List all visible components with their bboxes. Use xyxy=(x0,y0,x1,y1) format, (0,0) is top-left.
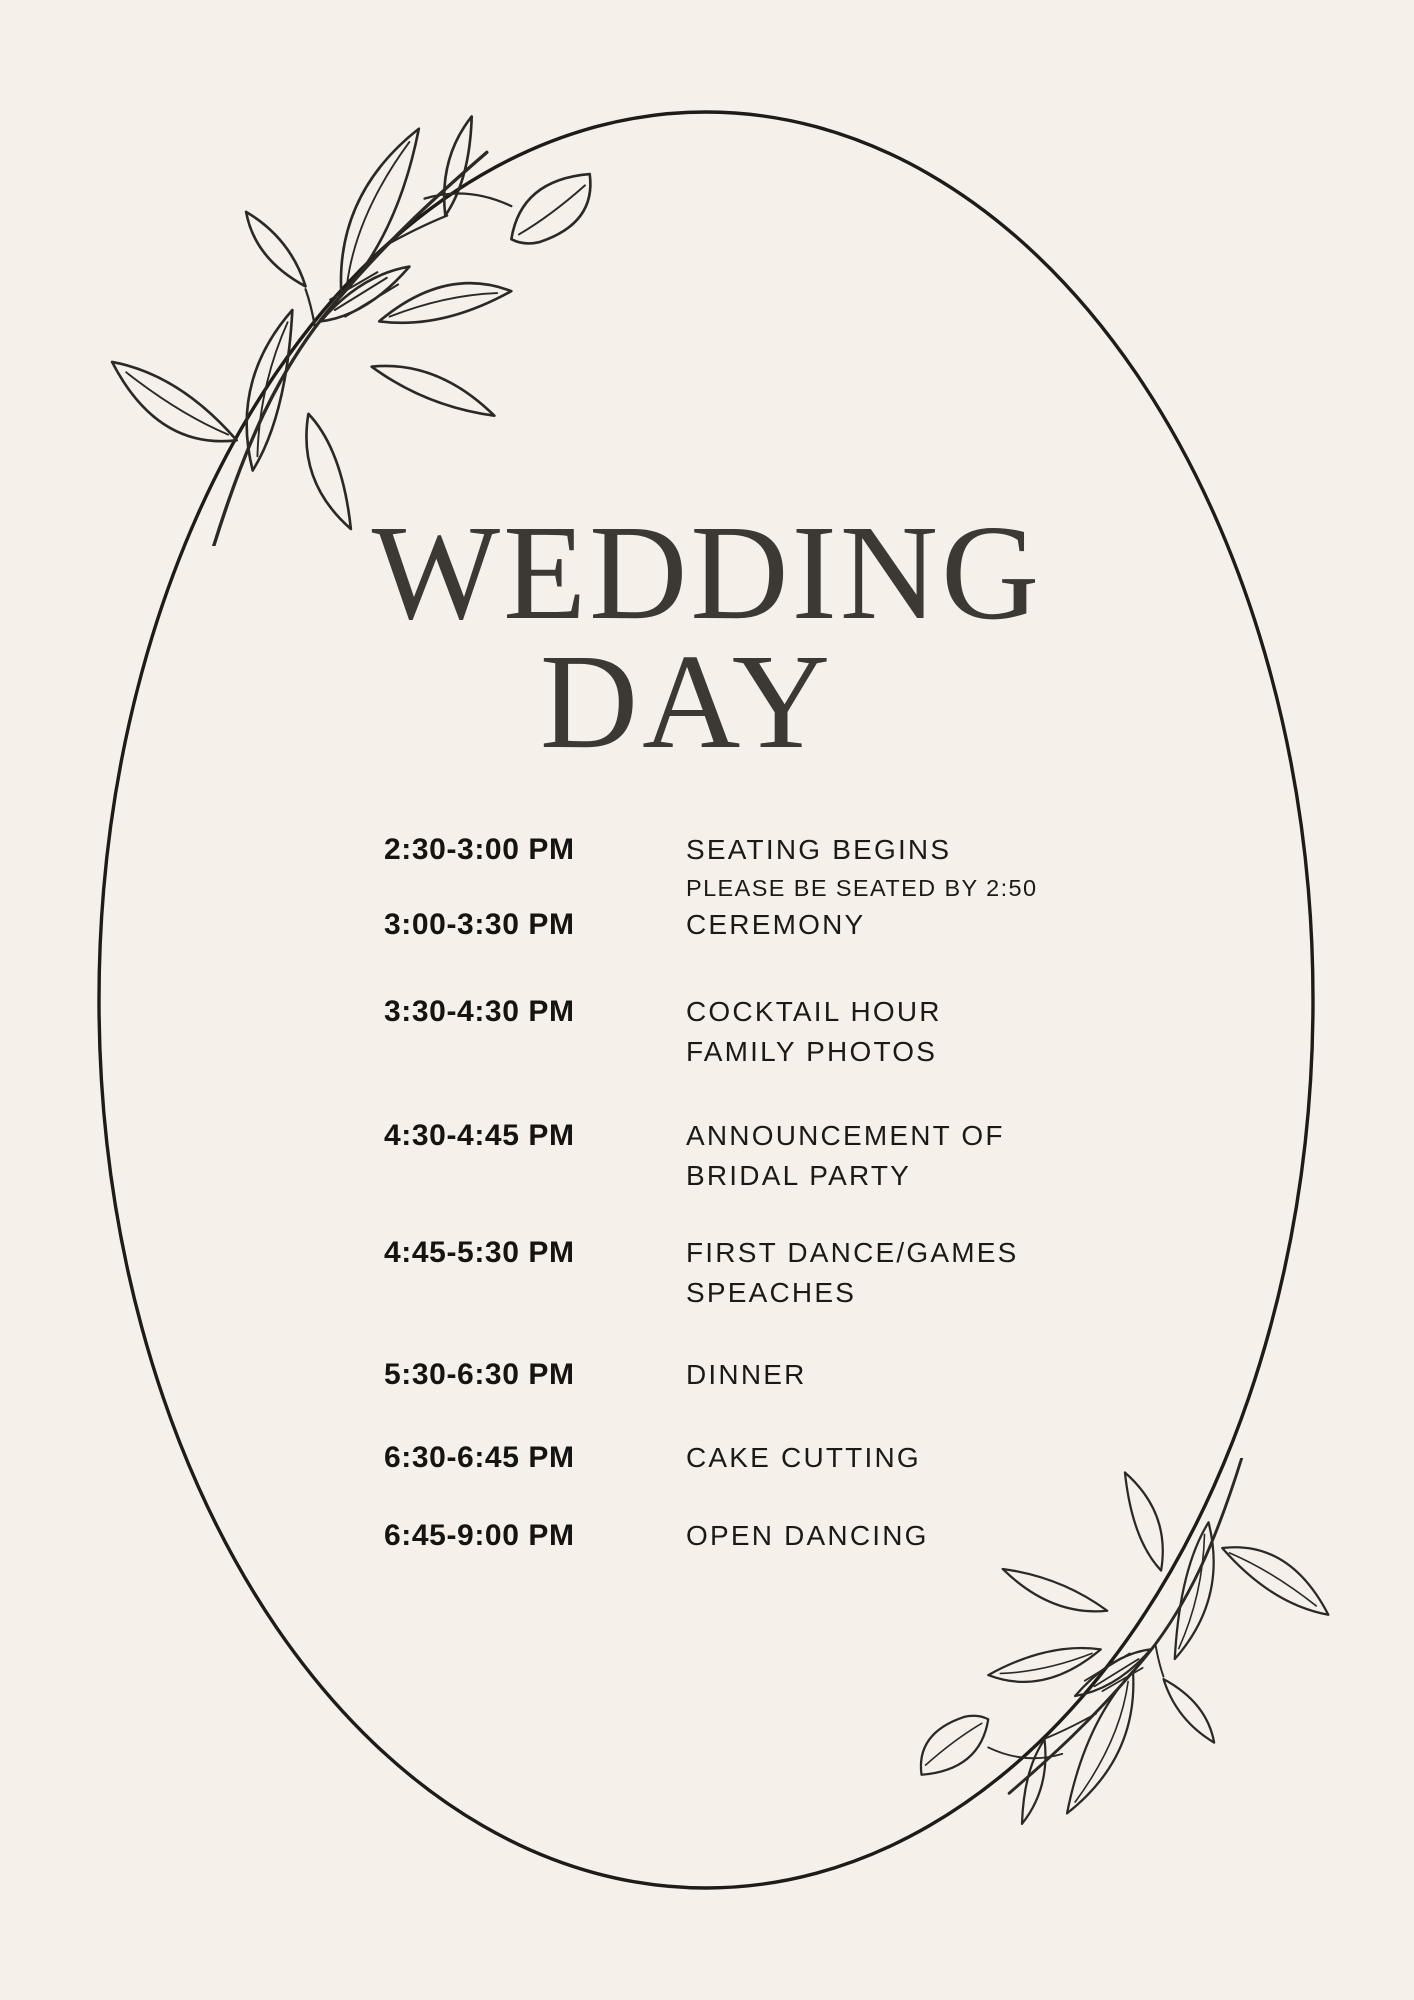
event-description xyxy=(686,1116,1005,1196)
event-time: 6:45-9:00 PM xyxy=(384,1519,575,1552)
event-description xyxy=(686,905,865,945)
schedule-row xyxy=(384,1355,807,1395)
event-note: PLEASE BE SEATED BY 2:50 xyxy=(686,875,1038,901)
event-time: 2:30-3:00 PM xyxy=(384,833,575,866)
schedule-row xyxy=(384,1233,1018,1313)
schedule-row xyxy=(384,992,942,1072)
schedule-row xyxy=(384,1116,1005,1196)
branch-leaves-bottom-right-icon xyxy=(908,1458,1374,1860)
event-description xyxy=(686,1355,807,1395)
event-name: OPEN DANCING xyxy=(686,1520,929,1551)
schedule-row xyxy=(384,1438,921,1478)
event-time: 5:30-6:30 PM xyxy=(384,1358,575,1391)
event-description xyxy=(686,992,942,1072)
event-name: FIRST DANCE/GAMES xyxy=(686,1237,1019,1268)
event-name: CEREMONY xyxy=(686,909,866,940)
event-name: CAKE CUTTING xyxy=(686,1442,921,1473)
event-name: DINNER xyxy=(686,1359,807,1390)
event-name: ANNOUNCEMENT OF xyxy=(686,1120,1005,1151)
event-description xyxy=(686,1438,921,1478)
event-description xyxy=(686,1233,1018,1313)
event-time: 4:30-4:45 PM xyxy=(384,1119,575,1152)
branch-leaves-top-left-icon xyxy=(58,74,606,546)
schedule-row xyxy=(384,830,1037,907)
event-description xyxy=(686,1516,929,1556)
schedule-row xyxy=(384,1516,929,1556)
event-description xyxy=(686,830,1037,907)
event-name-line2: FAMILY PHOTOS xyxy=(686,1036,938,1067)
schedule-row xyxy=(384,905,865,945)
event-name: SEATING BEGINS xyxy=(686,834,952,865)
event-time: 3:30-4:30 PM xyxy=(384,995,575,1028)
event-time: 4:45-5:30 PM xyxy=(384,1236,575,1269)
event-name-line2: BRIDAL PARTY xyxy=(686,1160,912,1191)
event-name-line2: SPEACHES xyxy=(686,1277,857,1308)
event-time: 6:30-6:45 PM xyxy=(384,1441,575,1474)
page-title-line2: DAY xyxy=(539,627,835,777)
page-title-line1: WEDDING xyxy=(371,498,1043,648)
event-time: 3:00-3:30 PM xyxy=(384,908,575,941)
event-name: COCKTAIL HOUR xyxy=(686,996,942,1027)
